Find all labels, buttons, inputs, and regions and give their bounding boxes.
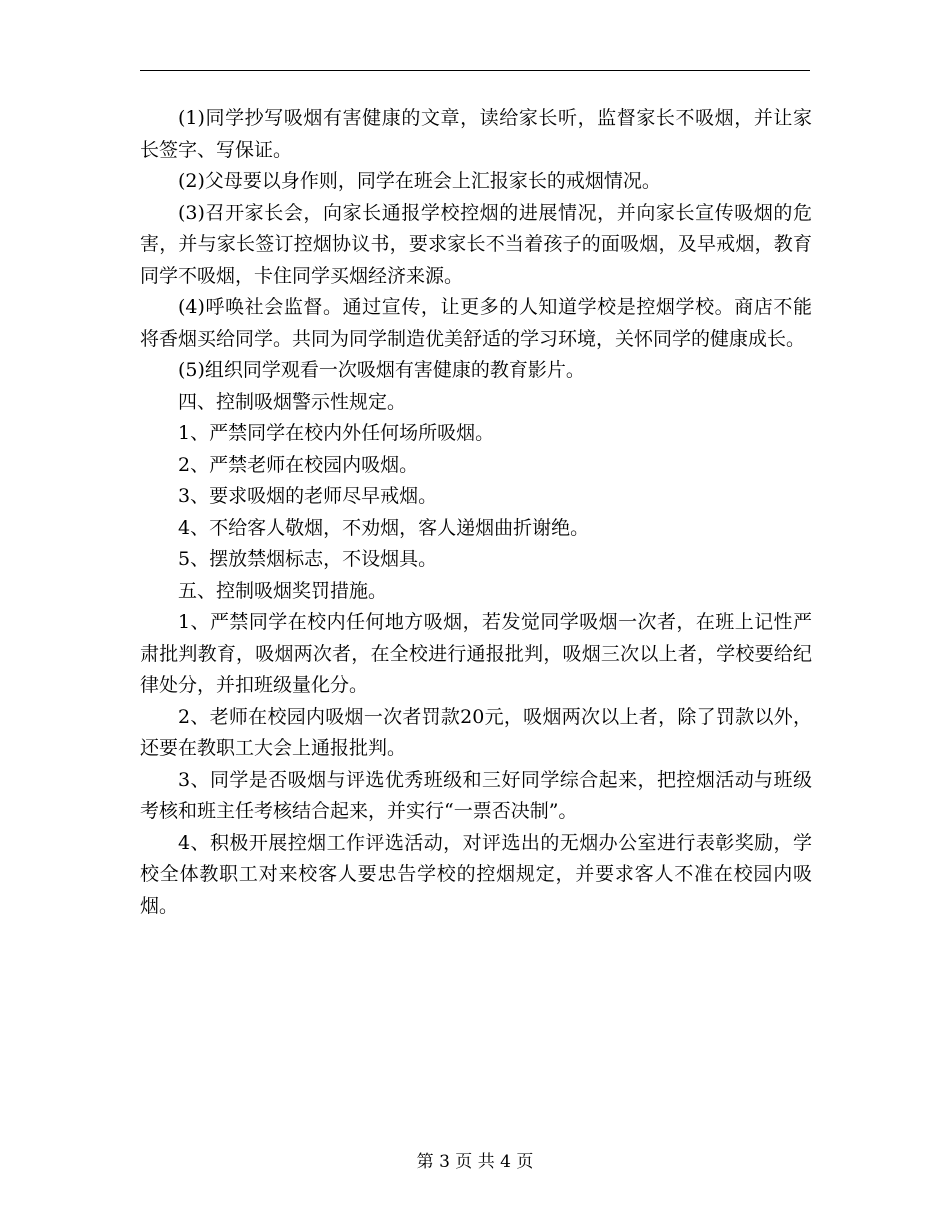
paragraph: 2、严禁老师在校园内吸烟。 bbox=[178, 453, 419, 476]
paragraph: (5)组织同学观看一次吸烟有害健康的教育影片。 bbox=[178, 359, 585, 381]
section-heading: 四、控制吸烟警示性规定。 bbox=[178, 390, 407, 413]
paragraph: 1、严禁同学在校内外任何场所吸烟。 bbox=[178, 422, 495, 444]
paragraph: (3)召开家长会，向家长通报学校控烟的进展情况，并向家长宣传吸烟的危害，并与家长签订控烟协议书，要求家长不当着孩子的面吸烟，及早戒烟，教育同学不吸烟，卡住同学买烟经济来源。 bbox=[140, 201, 812, 287]
section-heading: 五、控制吸烟奖罚措施。 bbox=[178, 579, 388, 602]
paragraph: 5、摆放禁烟标志，不设烟具。 bbox=[178, 548, 438, 570]
paragraph: 2、老师在校园内吸烟一次者罚款20元，吸烟两次以上者，除了罚款以外，还要在教职工大会上通报批判。 bbox=[140, 705, 812, 759]
paragraph: (4)呼唤社会监督。通过宣传，让更多的人知道学校是控烟学校。商店不能将香烟买给同学。共同为同学制造优美舒适的学习环境，关怀同学的健康成长。 bbox=[140, 296, 812, 350]
paragraph: 3、同学是否吸烟与评选优秀班级和三好同学综合起来，把控烟活动与班级考核和班主任考核结合起来，并实行“一票否决制”。 bbox=[140, 768, 812, 822]
paragraph: (1)同学抄写吸烟有害健康的文章，读给家长听，监督家长不吸烟，并让家长签字、写保证。 bbox=[140, 107, 812, 161]
paragraph: 1、严禁同学在校内任何地方吸烟，若发觉同学吸烟一次者，在班上记性严肃批判教育，吸烟两次者，在全校进行通报批判，吸烟三次以上者，学校要给纪律处分，并扣班级量化分。 bbox=[140, 611, 812, 696]
paragraph: 4、不给客人敬烟，不劝烟，客人递烟曲折谢绝。 bbox=[178, 516, 590, 539]
paragraph: (2)父母要以身作则，同学在班会上汇报家长的戒烟情况。 bbox=[178, 170, 661, 192]
paragraph: 4、积极开展控烟工作评选活动，对评选出的无烟办公室进行表彰奖励，学校全体教职工对来校客人要忠告学校的控烟规定，并要求客人不准在校园内吸烟。 bbox=[140, 831, 812, 917]
paragraph: 3、要求吸烟的老师尽早戒烟。 bbox=[178, 485, 438, 507]
page-number: 第 3 页 共 4 页 bbox=[416, 1152, 534, 1172]
document-body bbox=[140, 103, 812, 922]
header-rule bbox=[140, 70, 810, 71]
